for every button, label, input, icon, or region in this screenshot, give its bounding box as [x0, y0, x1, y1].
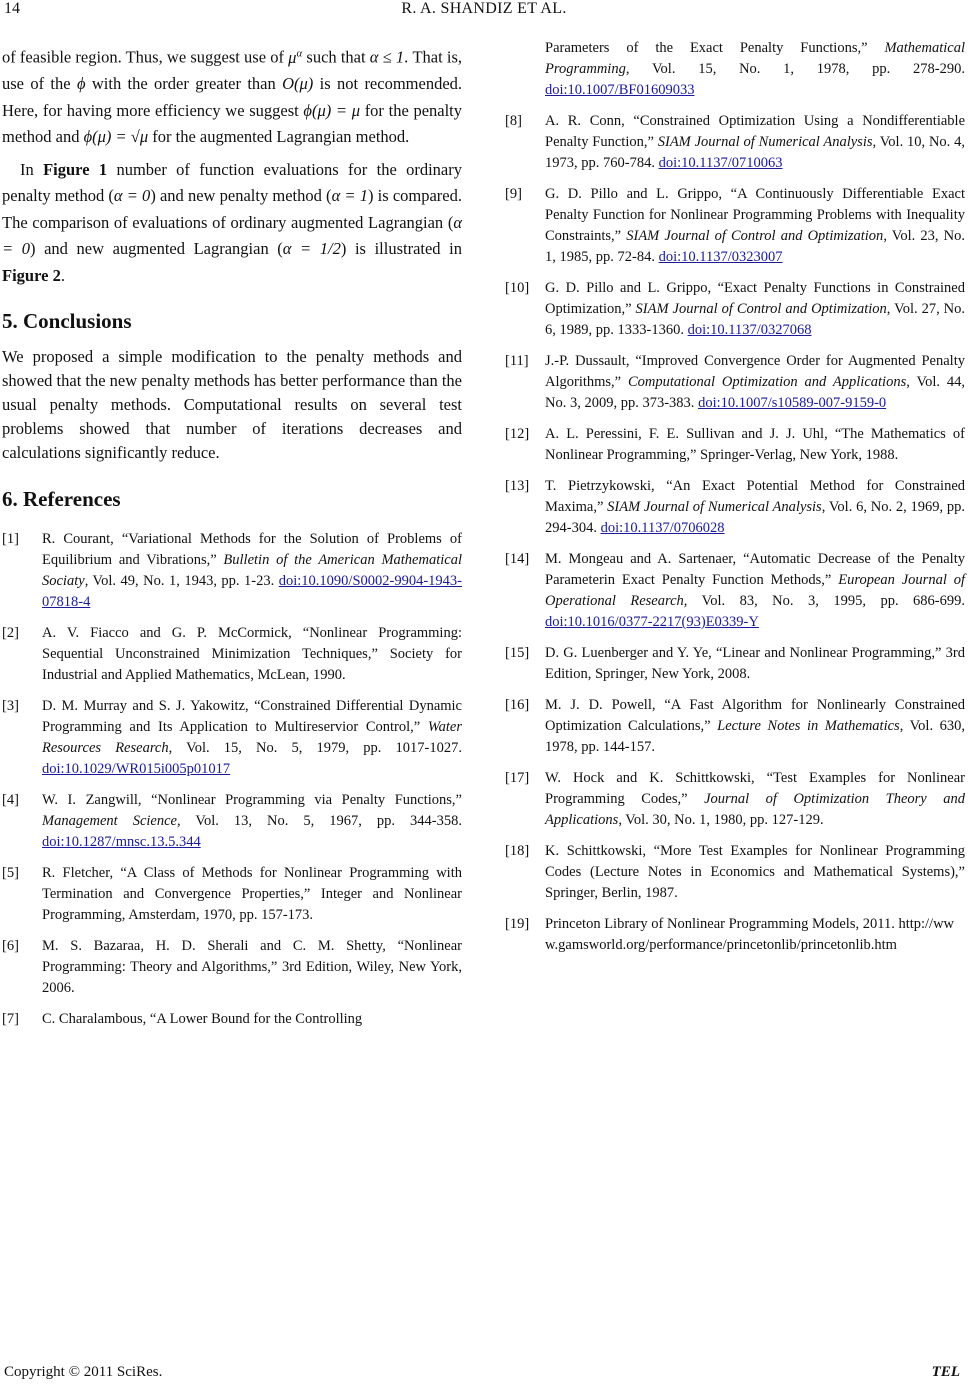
text: is not recommended. Here, for having more efficiency we suggest: [2, 74, 463, 120]
reference-journal: SIAM Journal of Control and Optimization: [635, 301, 887, 317]
reference-text: Parameters of the Exact Penalty Functions,”: [545, 40, 885, 56]
reference-item: [505, 184, 965, 268]
doi-link[interactable]: doi:10.1137/0323007: [658, 249, 783, 265]
reference-text: , Vol. 13, No. 5, 1967, pp. 344-358.: [176, 813, 462, 829]
reference-text: , Vol. 15, No. 5, 1979, pp. 1017-1027.: [168, 740, 462, 756]
reference-journal: SIAM Journal of Numerical Analysis: [657, 134, 873, 150]
math-mu-alpha: [288, 48, 302, 67]
text: In: [20, 159, 44, 179]
math-mu: μ: [288, 47, 297, 67]
reference-number: [13]: [505, 478, 530, 494]
reference-item: [505, 278, 965, 341]
reference-text: M. J. D. Powell, “A Fast Algorithm for Nonlinearly Constrained Optimization Calculations,”: [545, 697, 965, 734]
reference-text: , Vol. 27, No. 6, 1989, pp. 1333-1360.: [545, 301, 966, 338]
reference-item: [505, 841, 965, 904]
reference-item: [505, 643, 965, 685]
reference-journal: European Journal of Operational Research: [545, 572, 965, 609]
text: ) and new penalty method (: [150, 186, 332, 205]
reference-text: Princeton Library of Nonlinear Programming Models, 2011. http://www.gamsworld.org/performance/princetonlib/princetonlib.htm: [545, 916, 955, 953]
reference-text: , Vol. 23, No. 1, 1985, pp. 72-84.: [545, 228, 966, 265]
math-alpha-sup: α: [296, 47, 303, 59]
reference-text: , Vol. 630, 1978, pp. 144-157.: [545, 718, 965, 755]
reference-item: [2, 529, 462, 613]
reference-number: [1]: [2, 531, 19, 547]
references-left: [2, 529, 462, 1030]
right-column: [505, 38, 965, 966]
reference-item: [2, 696, 462, 780]
reference-text: M. S. Bazaraa, H. D. Sherali and C. M. Shetty, “Nonlinear Programming: Theory and Algorithms,” 3rd Edition, Wiley, New York, 2006.: [42, 938, 462, 996]
reference-number: [8]: [505, 113, 522, 129]
reference-text: W. I. Zangwill, “Nonlinear Programming via Penalty Functions,”: [42, 792, 462, 808]
paragraph-figure-comparison: [2, 157, 462, 290]
math-alpha-half: α = 1/2: [282, 239, 341, 258]
doi-link[interactable]: doi:10.1137/0327068: [687, 322, 812, 338]
reference-journal: Computational Optimization and Applications: [628, 374, 907, 390]
reference-item: [2, 1009, 462, 1030]
reference-number: [5]: [2, 865, 19, 881]
text: . That is, use of the: [2, 47, 462, 93]
text: .: [60, 265, 65, 285]
figure-2-ref[interactable]: Figure 2: [2, 265, 61, 285]
reference-text: , Vol. 6, No. 2, 1969, pp. 294-304.: [545, 499, 965, 536]
reference-number: [9]: [505, 186, 522, 202]
math-phi-mu-eq-mu: ϕ(μ) = μ: [303, 100, 360, 120]
reference-text: G. D. Pillo and L. Grippo, “Exact Penalty Functions in Constrained Optimization,”: [545, 280, 965, 317]
reference-text: , Vol. 30, No. 1, 1980, pp. 127-129.: [618, 812, 824, 828]
reference-text: , Vol. 49, No. 1, 1943, pp. 1-23.: [84, 573, 279, 589]
math-alpha-1: α = 1: [331, 186, 368, 205]
reference-journal: Bulletin of the American Mathematical Sociaty: [42, 552, 462, 589]
copyright-footer: Copyright © 2011 SciRes.: [4, 1364, 163, 1380]
paragraph-feasible-region: [2, 40, 462, 151]
reference-text: R. Fletcher, “A Class of Methods for Nonlinear Programming with Termination and Convergence Properties,” Integer and Nonlinear Programming, Amsterdam, 1970, pp. 157-173.: [42, 865, 462, 923]
doi-link[interactable]: doi:10.1016/0377-2217(93)E0339-Y: [545, 614, 759, 630]
reference-text: W. Hock and K. Schittkowski, “Test Examples for Nonlinear Programming Codes,”: [545, 770, 965, 807]
math-alpha-le-1: α ≤ 1: [369, 47, 405, 67]
reference-item: [505, 424, 965, 466]
figure-1-ref[interactable]: Figure 1: [43, 159, 108, 179]
reference-item: [2, 790, 462, 853]
reference-number: [14]: [505, 551, 530, 567]
reference-number: [17]: [505, 770, 530, 786]
reference-number: [10]: [505, 280, 530, 296]
reference-text: M. Mongeau and A. Sartenaer, “Automatic Decrease of the Penalty Parameterin Exact Penalty Function Methods,”: [545, 551, 965, 588]
math-phi-mu-eq-sqrt-mu: ϕ(μ) = √μ: [83, 127, 149, 146]
doi-link[interactable]: doi:10.1029/WR015i005p01017: [42, 761, 231, 777]
reference-item: [505, 768, 965, 831]
reference-item: [505, 111, 965, 174]
text: ) and new augmented Lagrangian (: [29, 239, 283, 258]
reference-journal: Water Resources Research: [42, 719, 462, 756]
reference-item: [505, 549, 965, 633]
doi-link[interactable]: doi:10.1137/0706028: [600, 520, 725, 536]
page-number: 14: [4, 0, 20, 17]
reference-item: [505, 695, 965, 758]
text: ) is compared. The comparison of evaluations of ordinary augmented Lagrangian (: [2, 186, 462, 232]
reference-text: K. Schittkowski, “More Test Examples for Nonlinear Programming Codes (Lecture Notes in Economics and Mathematical Systems),” Springer, Berlin, 1987.: [545, 843, 965, 901]
doi-link[interactable]: doi:10.1287/mnsc.13.5.344: [42, 834, 201, 850]
text: of feasible region. Thus, we suggest use of: [2, 47, 289, 67]
reference-text: , Vol. 83, No. 3, 1995, pp. 686-699.: [683, 593, 965, 609]
reference-text: D. M. Murray and S. J. Yakowitz, “Constrained Differential Dynamic Programming and Its Application to Multireservior Control,”: [42, 698, 462, 735]
section-5-title: 5. Conclusions: [2, 309, 132, 333]
conclusions-paragraph: We proposed a simple modification to the penalty methods and showed that the new penalty methods has better performance than the usual penalty methods. Computational results on several test problems showed that number of iterations decreases and calculations significantly reduce.: [2, 347, 463, 462]
reference-item: [2, 623, 462, 686]
reference-journal: Lecture Notes in Mathematics: [717, 718, 900, 734]
reference-text: , Vol. 44, No. 3, 2009, pp. 373-383.: [545, 374, 965, 411]
reference-number: [16]: [505, 697, 530, 713]
reference-text: , Vol. 15, No. 1, 1978, pp. 278-290.: [625, 61, 965, 77]
reference-text: T. Pietrzykowski, “An Exact Potential Method for Constrained Maxima,”: [545, 478, 965, 515]
reference-item: [505, 476, 965, 539]
text: such that: [306, 47, 370, 67]
reference-text: G. D. Pillo and L. Grippo, “A Continuously Differentiable Exact Penalty Function for Nonlinear Programming Problems with Inequality Constraints,”: [545, 186, 965, 244]
reference-text: D. G. Luenberger and Y. Ye, “Linear and Nonlinear Programming,” 3rd Edition, Springer, New York, 2008.: [545, 645, 965, 682]
math-alpha-0: α = 0: [2, 212, 462, 258]
text: for the penalty method and: [2, 100, 463, 146]
reference-journal: SIAM Journal of Numerical Analysis: [607, 499, 822, 515]
reference-number: [19]: [505, 916, 530, 932]
reference-text: , Vol. 10, No. 4, 1973, pp. 760-784.: [545, 134, 965, 171]
reference-journal: Mathematical Programming: [545, 40, 965, 77]
doi-link[interactable]: doi:10.1007/s10589-007-9159-0: [698, 395, 887, 411]
reference-text: R. Courant, “Variational Methods for the Solution of Problems of Equilibrium and Vibrations,”: [42, 531, 462, 568]
left-column: [2, 40, 462, 1040]
journal-abbreviation: TEL: [931, 1364, 960, 1380]
reference-text: A. L. Peressini, F. E. Sullivan and J. J. Uhl, “The Mathematics of Nonlinear Programming,” Springer-Verlag, New York, 1988.: [545, 426, 965, 463]
reference-journal: Management Science: [42, 813, 177, 829]
reference-item: [2, 863, 462, 926]
reference-number: [18]: [505, 843, 530, 859]
text: for the augmented Lagrangian method.: [152, 127, 410, 146]
reference-text: C. Charalambous, “A Lower Bound for the Controlling: [42, 1011, 363, 1027]
doi-link[interactable]: doi:10.1007/BF01609033: [545, 82, 695, 98]
doi-link[interactable]: doi:10.1137/0710063: [658, 155, 783, 171]
doi-link[interactable]: doi:10.1090/S0002-9904-1943-07818-4: [42, 573, 462, 610]
reference-item: [2, 936, 462, 999]
reference-item-continued: [505, 38, 965, 101]
reference-number: [4]: [2, 792, 19, 808]
reference-item: [505, 914, 965, 956]
reference-text: A. V. Fiacco and G. P. McCormick, “Nonlinear Programming: Sequential Unconstrained Minimization Techniques,” Society for Industrial and Applied Mathematics, McLean, 1990.: [42, 625, 462, 683]
section-6-title: 6. References: [2, 487, 121, 511]
reference-number: [6]: [2, 938, 19, 954]
reference-number: [12]: [505, 426, 530, 442]
text: ) is illustrated in: [340, 239, 462, 258]
text: number of function evaluations for the ordinary penalty method (: [2, 159, 462, 205]
reference-text: A. R. Conn, “Constrained Optimization Using a Nondifferentiable Penalty Function,”: [545, 113, 965, 150]
reference-number: [11]: [505, 353, 529, 369]
reference-number: [2]: [2, 625, 19, 641]
reference-number: [15]: [505, 645, 530, 661]
math-O-mu: O(μ): [282, 74, 314, 93]
math-phi: ϕ: [76, 74, 86, 93]
reference-item: [505, 351, 965, 414]
reference-journal: Journal of Optimization Theory and Applications: [545, 791, 965, 828]
reference-number: [7]: [2, 1011, 19, 1027]
reference-number: [3]: [2, 698, 19, 714]
reference-journal: SIAM Journal of Control and Optimization: [626, 228, 884, 244]
reference-text: J.-P. Dussault, “Improved Convergence Order for Augmented Penalty Algorithms,”: [545, 353, 965, 390]
math-alpha-0: α = 0: [113, 186, 151, 205]
text: with the order greater than: [91, 74, 283, 93]
running-header-authors: R. A. SHANDIZ ET AL.: [401, 0, 567, 17]
